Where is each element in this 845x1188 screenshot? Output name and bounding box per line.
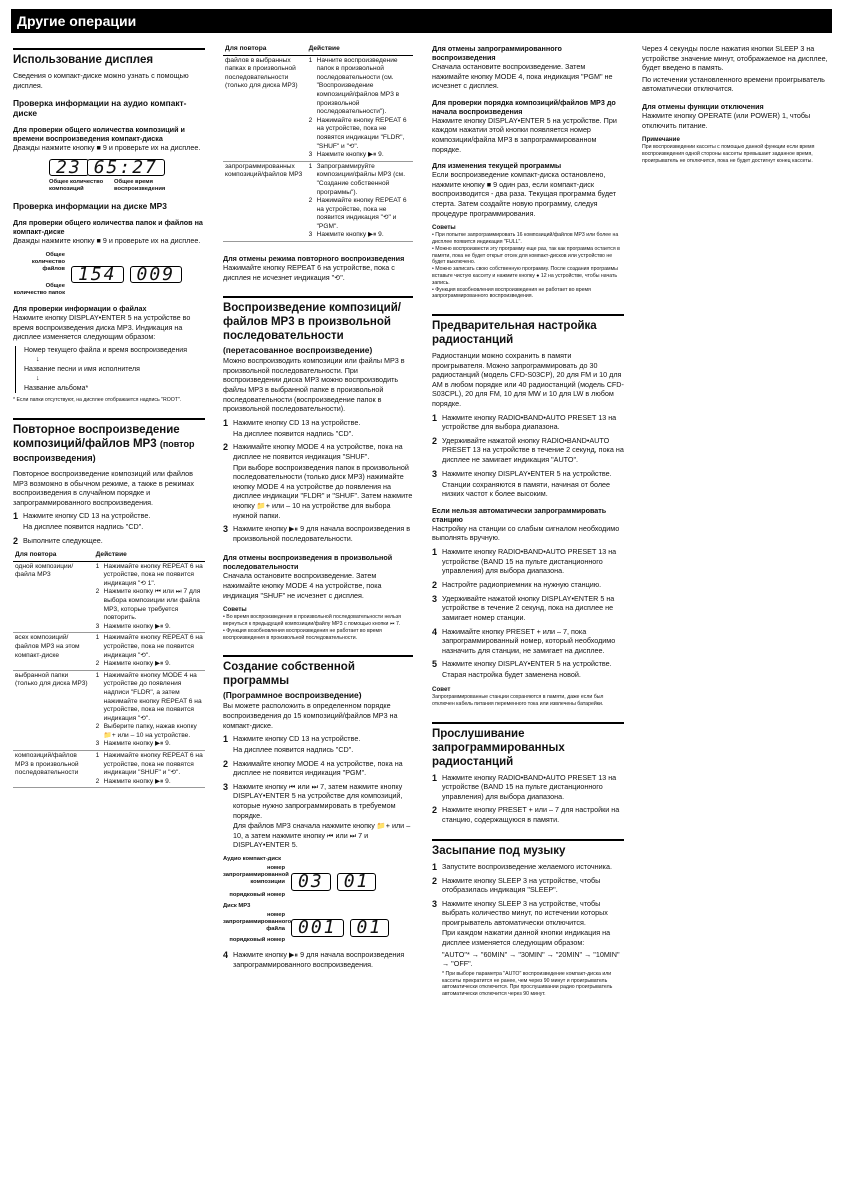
paragraph: Повторное воспроизведение композиций или файлов MP3 возможно в обычном режиме, а также в режимах воспроизведения в случайном порядке и запрограммированного воспроизведения. xyxy=(13,469,195,507)
paragraph: Дважды нажмите кнопку ■ 9 и проверьте их на дисплее. xyxy=(13,143,201,153)
display-sequence xyxy=(15,346,205,394)
paragraph: Вы можете расположить в определенном порядке воспроизведения до 15 композиций/файлов MP3 на компакт-диске. xyxy=(223,701,398,730)
paragraph: Нажмите кнопку OPERATE (или POWER) 1, чтобы отключить питание. xyxy=(642,110,811,130)
subheading: Для изменения текущей программы xyxy=(432,161,562,171)
paragraph: Сначала остановите воспроизведение. Затем нажимайте кнопку MODE 4, пока индикация "PGM" не исчезнет с дисплея. xyxy=(432,62,613,91)
tip-item: • Функция возобновления воспроизведения не работает во время воспроизведения в произвольной последовательности. xyxy=(223,628,413,642)
paragraph: Радиостанции можно сохранить в памяти проигрывателя. Можно запрограммировать до 30 радиостанций (модель CFD-S03CP), 20 для FM и 10 для AM в любом порядке или 40 радиостанций (модель CFD-S03CPL), 20 для FM, 10 для MW и 10 для LW в любом порядке. xyxy=(432,351,624,409)
lcd-time: 65:27 xyxy=(87,159,165,177)
tip-item: • Можно записать свою собственную программу. После создания программы вставьте чистую кассету и нажмите кнопку ● 12 на устройстве, чтобы начать запись. xyxy=(432,266,624,286)
paragraph: Дважды нажмите кнопку ■ 9 и проверьте их на дисплее. xyxy=(13,236,201,246)
lcd-order-number: 01 xyxy=(350,919,390,937)
lcd-program-file: 001 xyxy=(291,919,344,937)
step-detail: При выборе воспроизведения папок в произвольной последовательности (только диск MP3) нажимайте кнопку MODE 4 на устройстве до появления на дисплее индикации "FLDR" и "SHUF". Затем нажмите кнопку 📁+ или – 10 на устройстве для выбора нужной папки. xyxy=(233,462,413,520)
section-subtitle: (перетасованное воспроизведение) xyxy=(223,345,373,356)
step: 1 Нажмите кнопку RADIO•BAND•AUTO PRESET 13 на устройстве (BAND 15 на пульте дистанционного управления) для выбора диапазона. xyxy=(432,772,617,801)
column-4 xyxy=(642,44,832,165)
tips-list xyxy=(223,614,413,641)
figure-label: Общее количество папок xyxy=(13,282,65,296)
table-header: Действие xyxy=(94,550,205,561)
step: 1 Нажмите кнопку CD 13 на устройстве. xyxy=(223,734,361,745)
step: 3 Нажмите кнопку ⏮ или ⏭ 7, затем нажмите кнопку DISPLAY•ENTER 5 на устройстве для композиций, которые нужно запрограммировать в требуемом порядке. xyxy=(223,781,403,820)
subheading: Если нельзя автоматически запрограммировать станцию xyxy=(432,505,607,524)
sequence-item: Название песни и имя исполнителя xyxy=(24,365,140,373)
sequence-item: Название альбома* xyxy=(24,384,89,392)
table-row: всех композиций/файлов MP3 на этом компакт-диске 1 Нажимайте кнопку REPEAT 6 на устройстве, пока не появится индикация "⟲". 2 Нажмите кнопку ▶⏸ 9. xyxy=(13,633,205,670)
title-subtext: (повтор воспроизведения) xyxy=(13,439,195,464)
display-figure-mp3 xyxy=(13,252,205,297)
paragraph: Сведения о компакт-диске можно узнать с помощью дисплея. xyxy=(13,71,189,90)
subheading: Для отмены воспроизведения в произвольной последовательности xyxy=(223,553,393,572)
step: 2 Настройте радиоприемник на нужную станцию. xyxy=(432,579,602,590)
title-text: Повторное воспроизведение композиций/файлов MP3 xyxy=(13,424,180,451)
lcd-order-number: 01 xyxy=(337,873,377,891)
tip-item: • Во время воспроизведения в произвольной последовательности нельзя вернуться к предыдущей композиции/файлу MP3 с помощью кнопки ⏮ 7. xyxy=(223,614,413,628)
section-title-repeat xyxy=(13,418,205,465)
step: 2 Нажимайте кнопку MODE 4 на устройстве, пока на дисплее не появится индикация "PGM". xyxy=(223,758,403,778)
step: 2 Выполните следующее. xyxy=(13,536,103,547)
table-header: Для повтора xyxy=(13,550,94,561)
step: 3 Нажмите кнопку SLEEP 3 на устройстве, чтобы выбрать количество минут, по истечении которых проигрыватель автоматически отключится. xyxy=(432,898,608,927)
lcd-files: 154 xyxy=(71,266,124,284)
section-title-presets: Предварительная настройка радиостанций xyxy=(432,314,624,347)
figure-label: порядковый номер xyxy=(229,892,285,899)
display-figure-cd xyxy=(49,156,205,194)
sequence-item: Номер текущего файла и время воспроизведения xyxy=(24,346,188,354)
subheading: Проверка информации на диске MP3 xyxy=(13,201,167,212)
paragraph: Настройку на станции со слабым сигналом необходимо выполнять вручную. xyxy=(432,523,620,543)
step: 2 Удерживайте нажатой кнопку RADIO•BAND•AUTO PRESET 13 на устройстве в течение 2 секунд, пока на дисплее не замигает индикация "AUTO". xyxy=(432,435,624,465)
lcd-tracks: 23 xyxy=(49,159,89,177)
paragraph: Можно воспроизводить композиции или файлы MP3 в произвольной последовательности. При воспроизведении диска MP3 можно воспроизводить файлы MP3 в выбранной папке в произвольной последовательности (воспроизведение папок в произвольной последовательности). xyxy=(223,356,405,414)
step: 2 Нажмите кнопку SLEEP 3 на устройстве, чтобы отобразилась индикация "SLEEP". xyxy=(432,875,601,895)
figure-label: Общее количество композиций xyxy=(49,179,104,193)
repeat-table xyxy=(13,550,205,788)
lcd-folders: 009 xyxy=(130,266,183,284)
subheading: Для проверки общего количества композиций и времени воспроизведения компакт-диска xyxy=(13,125,185,144)
step: 2 Нажимайте кнопку MODE 4 на устройстве, пока на дисплее не появится индикация "SHUF". xyxy=(223,442,403,461)
column-2 xyxy=(223,44,413,970)
tip-text: Запрограммированные станции сохраняются в памяти, даже если был отключен кабель питания переменного тока или извлечены батарейки. xyxy=(432,693,604,707)
tip-item: • При попытке запрограммировать 16 композиций/файлов MP3 или более на дисплее появится индикация "FULL". xyxy=(432,232,624,246)
tip-item: • Можно воспроизвести эту программу еще раз, так как программа остается в памяти, пока не будет открыт отсек для компакт-дисков или устройство не будет выключено. xyxy=(432,246,624,266)
step: 4 Нажмите кнопку ▶⏸ 9 для начала воспроизведения запрограммированного воспроизведения. xyxy=(223,950,405,969)
page-header: Другие операции xyxy=(11,9,832,33)
paragraph: По истечении установленного времени проигрыватель автоматически отключится. xyxy=(642,74,825,94)
column-3 xyxy=(432,44,624,998)
note-heading: Примечание xyxy=(642,136,680,144)
table-row: запрограммированных композиций/файлов MP3 1 Запрограммируйте композиции/файлы MP3 (см. "Создание собственной программы"). 2 Нажимайте кнопку REPEAT 6 на устройстве, пока не появится индикация "⟲" и "PGM". 3 Нажмите кнопку ▶⏸ 9. xyxy=(223,161,413,241)
table-header: Действие xyxy=(307,44,413,55)
subheading: Для отмены запрограммированного воспроизведения xyxy=(432,44,562,62)
tip-item: • Функция возобновления воспроизведения не работает во время запрограммированного воспроизведения. xyxy=(432,287,624,301)
paragraph: Нажмите кнопку DISPLAY•ENTER 5 на устройстве во время воспроизведения диска MP3. Индикация на дисплее изменяется следующим образом: xyxy=(13,312,191,342)
sequence-arrow: ↓ xyxy=(36,375,40,383)
step: 3 Нажмите кнопку DISPLAY•ENTER 5 на устройстве. xyxy=(432,468,612,479)
section-title-sleep: Засыпание под музыку xyxy=(432,839,624,858)
table-row: композиций/файлов MP3 в произвольной последовательности 1 Нажимайте кнопку REPEAT 6 на устройстве, пока не появятся индикации "SHUF" и "⟲". 2 Нажмите кнопку ▶⏸ 9. xyxy=(13,751,205,788)
step: 1 Запустите воспроизведение желаемого источника. xyxy=(432,861,612,872)
section-title-program: Создание собственной программы xyxy=(223,655,413,688)
subheading: Для проверки порядка композиций/файлов MP3 до начала воспроизведения xyxy=(432,97,616,116)
step: 1 Нажмите кнопку CD 13 на устройстве. xyxy=(13,511,151,522)
figure-label: Общее время воспроизведения xyxy=(114,179,166,193)
figure-title: Аудио компакт-диск xyxy=(223,856,282,863)
sleep-sequence: "AUTO"* → "60MIN" → "30MIN" → "20MIN" → "10MIN" → "OFF". xyxy=(442,949,620,969)
lcd-program-number: 03 xyxy=(291,873,331,891)
step-detail: На дисплее появится надпись "CD". xyxy=(233,745,354,755)
figure-label: Общее количество файлов xyxy=(31,251,65,272)
subheading: Для проверки информации о файлах xyxy=(13,303,147,313)
section-title-display: Использование дисплея xyxy=(13,48,205,67)
paragraph: Если воспроизведение компакт-диска остановлено, нажмите кнопку ■ 9 один раз, если компакт-диск воспроизводится - два раза. Текущая программа будет стерта. Затем создайте новую программу, следуя процедуре программирования. xyxy=(432,170,617,218)
paragraph: Нажимайте кнопку REPEAT 6 на устройстве, пока с дисплея не исчезнет индикация "⟲". xyxy=(223,263,395,282)
step-detail: На дисплее появится надпись "CD". xyxy=(233,428,354,438)
table-row: выбранной папки (только для диска MP3) 1 Нажимайте кнопку MODE 4 на устройстве до появления надписи "FLDR", а затем нажимайте кнопку REPEAT 6 на устройстве, пока не появится индикация "⟲". 2 Выберите папку, нажав кнопку 📁+ или – 10 на устройстве. 3 Нажмите кнопку ▶⏸ 9. xyxy=(13,670,205,750)
figure-label: номер запрограммированного файла xyxy=(223,912,292,933)
tips-heading: Советы xyxy=(223,606,247,614)
subheading: Для проверки общего количества папок и файлов на компакт-диске xyxy=(13,218,203,237)
step-detail: Старая настройка будет заменена новой. xyxy=(442,670,581,680)
paragraph: Сначала остановите воспроизведение. Затем нажимайте кнопку MODE 4 на устройстве, пока индикация "SHUF" не исчезнет с дисплея. xyxy=(223,571,382,600)
section-subtitle: (Программное воспроизведение) xyxy=(223,690,362,701)
column-1 xyxy=(13,44,205,788)
figure-title: Диск MP3 xyxy=(223,903,251,910)
step-detail: Станции сохраняются в памяти, начиная от более низких частот к более высоким. xyxy=(442,479,611,499)
step: 2 Нажмите кнопку PRESET + или – 7 для настройки на станцию, содержащуюся в памяти. xyxy=(432,805,620,824)
step-detail: При каждом нажатии данной кнопки индикация на дисплее изменяется следующим образом: xyxy=(442,928,611,948)
paragraph: Через 4 секунды после нажатия кнопки SLEEP 3 на устройстве значение минут, отображаемое на дисплее, будет введено в память. xyxy=(642,44,828,73)
tips-heading: Советы xyxy=(432,224,456,232)
step: 1 Нажмите кнопку CD 13 на устройстве. xyxy=(223,417,361,428)
section-title-shuffle: Воспроизведение композиций/файлов MP3 в произвольной последовательности xyxy=(223,296,413,343)
step: 5 Нажмите кнопку DISPLAY•ENTER 5 на устройстве. xyxy=(432,659,612,670)
repeat-table-continued xyxy=(223,44,413,242)
subheading: Для отмены функции отключения xyxy=(642,101,764,111)
step-detail: На дисплее появится надпись "CD". xyxy=(23,522,144,532)
tips-list xyxy=(432,232,624,300)
note-text: При воспроизведении кассеты с помощью данной функции если время воспроизведения одной стороны кассеты превышает заданное время, проигрыватель не отключится, пока не будет достигнут конец кассеты. xyxy=(642,144,815,164)
footnote: * Если папки отсутствуют, на дисплее отображается надпись "ROOT". xyxy=(13,397,182,404)
step-detail: Для файлов MP3 сначала нажмите кнопку 📁+ или – 10, а затем нажмите кнопку ⏮ или ⏭ 7 и DISPLAY•ENTER 5. xyxy=(233,821,411,850)
sequence-arrow: ↓ xyxy=(36,356,40,364)
step: 3 Удерживайте нажатой кнопку DISPLAY•ENTER 5 на устройстве в течение 2 секунд, пока на дисплее не замигает номер станции. xyxy=(432,593,615,622)
step: 4 Нажимайте кнопку PRESET + или – 7, пока запрограммированный номер, который необходимо назначить для станции, не замигает на дисплее. xyxy=(432,626,616,655)
figure-label: порядковый номер xyxy=(229,937,285,944)
step: 1 Нажмите кнопку RADIO•BAND•AUTO PRESET 13 на устройстве (BAND 15 на пульте дистанционного управления) для выбора диапазона. xyxy=(432,547,617,576)
table-header: Для повтора xyxy=(223,44,307,55)
paragraph: Нажмите кнопку DISPLAY•ENTER 5 на устройстве. При каждом нажатии этой кнопки появляется номер композиции/файла MP3 в запрограммированном порядке. xyxy=(432,115,617,154)
subheading: Проверка информации на аудио компакт-диске xyxy=(13,98,187,119)
step: 3 Нажмите кнопку ▶⏸ 9 для начала воспроизведения в произвольной последовательности. xyxy=(223,524,411,543)
tip-heading: Совет xyxy=(432,685,451,693)
table-row: одной композиции/файла MP3 1 Нажимайте кнопку REPEAT 6 на устройстве, пока не появится индикация "⟲ 1". 2 Нажмите кнопку ⏮ или ⏭ 7 для выбора композиции или файла MP3, которые требуется повторить. 3 Нажмите кнопку ▶⏸ 9. xyxy=(13,561,205,633)
subheading: Для отмены режима повторного воспроизведения xyxy=(223,254,405,264)
footnote: * При выборе параметра "AUTO" воспроизведение компакт-диска или кассеты прекратится не ранее, чем через 90 минут и проигрыватель автоматически отключится. При прослушивании радио проигрыватель автоматически отключится через 90 минут. xyxy=(442,970,613,998)
program-figure-cd xyxy=(223,856,413,944)
step: 1 Нажмите кнопку RADIO•BAND•AUTO PRESET 13 на устройстве для выбора диапазона. xyxy=(432,412,617,432)
section-title-listen-presets: Прослушивание запрограммированных радиостанций xyxy=(432,722,624,769)
table-row: файлов в выбранных папках в произвольной последовательности (только для диска MP3) 1 Начните воспроизведение папок в произвольной последовательности (см. "Воспроизведение композиций/файлов MP3 в произвольной последовательности"). 2 Нажимайте кнопку REPEAT 6 на устройстве, пока не появятся индикации "FLDR", "SHUF" и "⟲". 3 Нажмите кнопку ▶⏸ 9. xyxy=(223,55,413,161)
figure-label: номер запрограммированной композиции xyxy=(223,865,289,886)
